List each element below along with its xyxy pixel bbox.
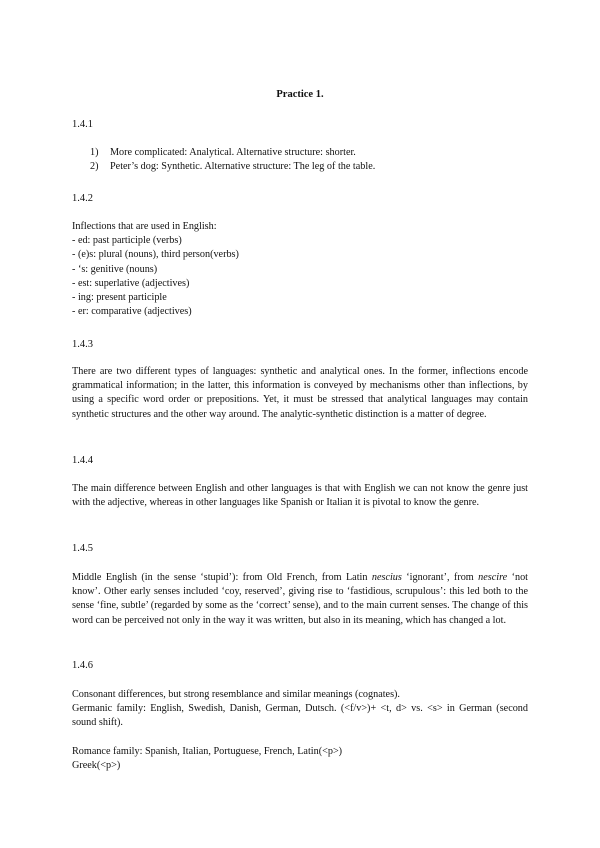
section-heading-1-4-2: 1.4.2: [72, 193, 93, 204]
list-item-number: 1): [90, 147, 99, 158]
paragraph-text: ‘ignorant’, from: [401, 572, 479, 583]
text-line: Inflections that are used in English:: [72, 221, 217, 232]
text-line: Greek(<p>): [72, 759, 121, 771]
text-line: Romance family: Spanish, Italian, Portuguese, French, Latin(<p>): [72, 745, 343, 757]
text-line: - est: superlative (adjectives): [72, 277, 190, 289]
section-1-4-3-body: [72, 365, 528, 422]
section-1-4-1-list: [72, 146, 528, 174]
list-item-number: 2): [90, 161, 99, 173]
paragraph-text: Middle English (in the sense ‘stupid’): from Old French, from Latin: [72, 572, 372, 583]
paragraph: There are two different types of languages: synthetic and analytical ones. In the former, inflections encode grammatical information; in the latter, this information is conveyed by mechanisms other than inflections, by using a specific word order or prepositions. Yet, it must be stressed that analytical languages may contain synthetic structures and the other way around. The analytic-synthetic distinction is a matter of degree.: [72, 366, 528, 420]
text-line: - ed: past participle (verbs): [72, 235, 182, 247]
section-heading-1-4-1: 1.4.1: [72, 119, 93, 130]
section-1-4-5-body: [72, 571, 528, 628]
list-item-text: More complicated: Analytical. Alternative structure: shorter.: [110, 147, 356, 158]
list-item: [72, 160, 528, 174]
section-heading-1-4-5: 1.4.5: [72, 543, 93, 554]
section-1-4-4-body: [72, 482, 528, 510]
text-line: - er: comparative (adjectives): [72, 306, 192, 318]
section-heading-1-4-6: 1.4.6: [72, 660, 93, 671]
paragraph-text: ‘not know’. Other early senses included ‘coy, reserved’, giving rise to ‘fastidious, scrupulous’: this led both to the sense ‘fine, subtle’ (regarded by some as the ‘correct’ sense), and to the main current senses. The change of this word can be perceived not only in the way it was written, but also in its meaning, which has changed a lot.: [72, 572, 528, 626]
paragraph: The main difference between English and other languages is that with English we can not know the genre just with the adjective, whereas in other languages like Spanish or Italian it is pivotal to know the genre.: [72, 483, 528, 509]
latin-term: nescire: [478, 572, 508, 583]
paragraph: Germanic family: English, Swedish, Danish, German, Dutsch. (<f/v>)+ <t, d> vs. <s> in German (second sound shift).: [72, 703, 528, 729]
section-1-4-6-body: [72, 688, 528, 773]
text-line: - ‘s: genitive (nouns): [72, 263, 158, 275]
page-title: Practice 1.: [276, 89, 324, 100]
section-heading-1-4-4: 1.4.4: [72, 455, 93, 466]
latin-term: nescius: [371, 572, 402, 583]
section-1-4-2-lines: [72, 220, 528, 319]
list-item: [72, 146, 528, 160]
list-item-text: Peter’s dog: Synthetic. Alternative structure: The leg of the table.: [110, 161, 376, 173]
text-line: Consonant differences, but strong resemblance and similar meanings (cognates).: [72, 689, 400, 700]
text-line: - (e)s: plural (nouns), third person(verbs): [72, 249, 239, 261]
section-heading-1-4-3: 1.4.3: [72, 339, 93, 350]
paragraph: [72, 571, 528, 628]
text-line: - ing: present participle: [72, 292, 167, 304]
